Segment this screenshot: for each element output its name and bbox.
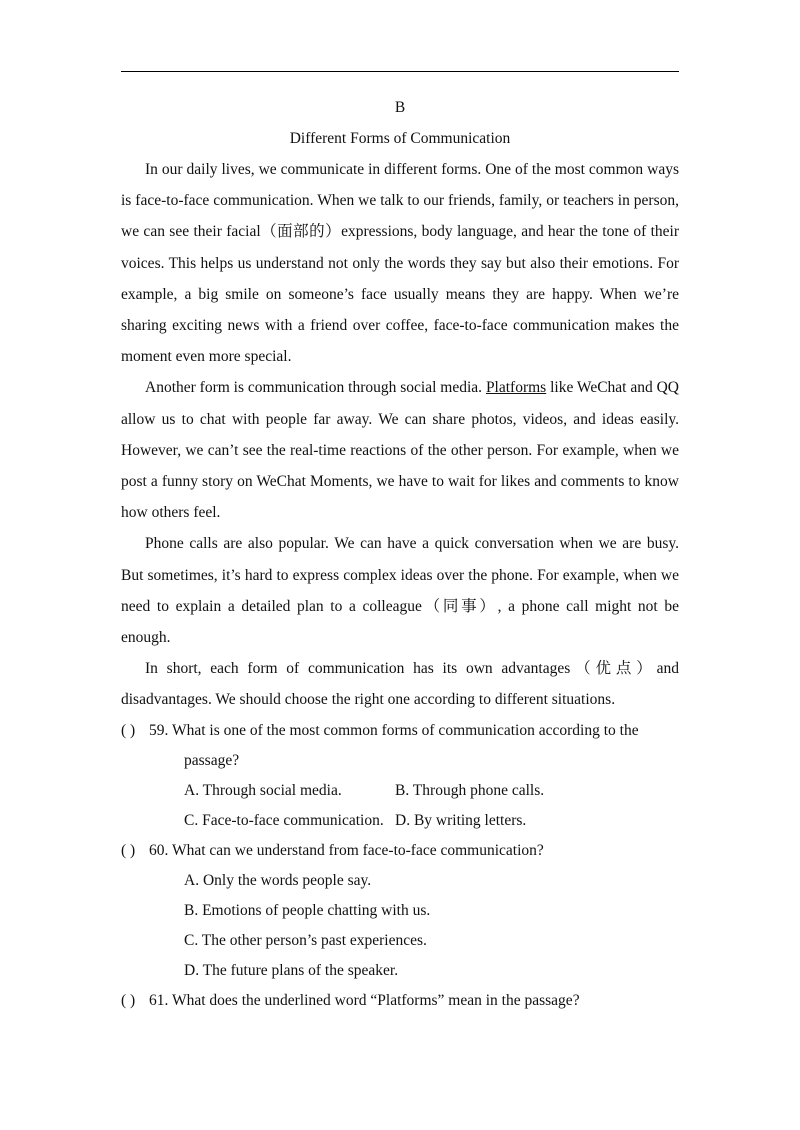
question-60-stem: 60. What can we understand from face-to-face communication? — [149, 841, 544, 859]
option-59-a[interactable]: A. Through social media. — [184, 781, 342, 799]
option-60-b[interactable]: B. Emotions of people chatting with us. — [184, 901, 431, 919]
option-59-d[interactable]: D. By writing letters. — [395, 811, 527, 829]
option-60-a[interactable]: A. Only the words people say. — [184, 871, 372, 889]
paragraph-2-rest: like WeChat and QQ allow us to chat with people far away. We can share photos, videos, and ideas easily. However, we can’t see the real-time reactions of the other person. For example, when we post a funny story on WeChat Moments, we have to wait for likes and comments to know how others feel. — [121, 379, 679, 522]
paragraph-4: In short, each form of communication has its own advantages（优点）and disadvantages. We should choose the right one according to different situations. — [121, 660, 679, 709]
passage-title: Different Forms of Communication — [289, 130, 511, 147]
paragraph-2-lead: Another form is communication through social media. — [145, 379, 486, 397]
answer-blank-61[interactable]: ( ) — [121, 991, 136, 1009]
underlined-word-platforms: Platforms — [485, 379, 547, 397]
paragraph-1: In our daily lives, we communicate in different forms. One of the most common ways is face-to-face communication. When we talk to our friends, family, or teachers in person, we can see their facial（面部的）expressions, body language, and hear the tone of their voices. This helps us understand not only the words they say but also their emotions. For example, a big smile on someone’s face usually means they are happy. When we’re sharing exciting news with a friend over coffee, face-to-face communication makes the moment even more special. — [121, 161, 679, 366]
question-61 — [121, 986, 679, 1016]
answer-blank-60[interactable]: ( ) — [121, 841, 136, 859]
option-59-c[interactable]: C. Face-to-face communication. — [184, 811, 384, 829]
question-59-stem: 59. What is one of the most common forms of communication according to the — [149, 721, 639, 739]
question-59-stem-cont: passage? — [184, 751, 240, 769]
paragraph-2 — [121, 372, 679, 528]
question-60 — [121, 836, 679, 986]
paragraph-3: Phone calls are also popular. We can have a quick conversation when we are busy. But sometimes, it’s hard to express complex ideas over the phone. For example, when we need to explain a detailed plan to a colleague（同事）, a phone call might not be enough. — [121, 535, 679, 647]
option-59-b[interactable]: B. Through phone calls. — [395, 781, 545, 799]
reading-passage — [121, 92, 679, 1016]
header-rule — [121, 71, 679, 72]
option-60-d[interactable]: D. The future plans of the speaker. — [184, 961, 399, 979]
option-60-c[interactable]: C. The other person’s past experiences. — [184, 931, 427, 949]
question-61-stem: 61. What does the underlined word “Platforms” mean in the passage? — [149, 991, 580, 1009]
answer-blank-59[interactable]: ( ) — [121, 721, 136, 739]
question-59 — [121, 716, 679, 836]
section-letter: B — [394, 99, 406, 116]
